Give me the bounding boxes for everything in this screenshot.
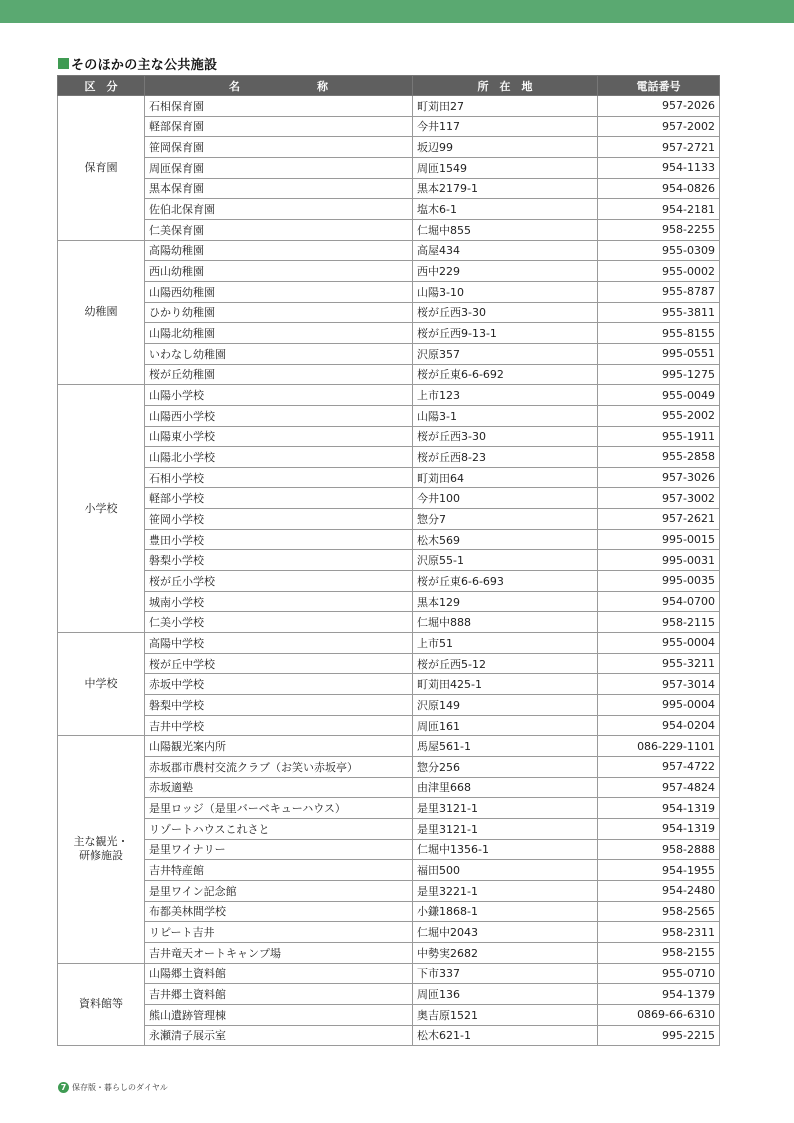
address-cell: 仁堀中1356-1 — [413, 839, 598, 860]
page-footer — [58, 1082, 168, 1093]
facility-name-cell: 磐梨小学校 — [145, 550, 413, 571]
address-cell: 福田500 — [413, 860, 598, 881]
phone-cell: 958-2565 — [598, 901, 720, 922]
phone-cell: 954-1379 — [598, 984, 720, 1005]
phone-cell: 954-0204 — [598, 715, 720, 736]
table-row — [58, 571, 720, 592]
facility-name-cell: 永瀬清子展示室 — [145, 1025, 413, 1046]
table-row — [58, 818, 720, 839]
address-cell: 仁堀中855 — [413, 219, 598, 240]
section-heading — [58, 55, 217, 71]
header-name: 名 称 — [145, 76, 413, 96]
address-cell: 惣分256 — [413, 757, 598, 778]
table-row — [58, 798, 720, 819]
address-cell: 沢原55-1 — [413, 550, 598, 571]
table-row — [58, 591, 720, 612]
address-cell: 周匝1549 — [413, 157, 598, 178]
address-cell: 惣分7 — [413, 509, 598, 530]
table-row — [58, 1004, 720, 1025]
facility-name-cell: 笹岡小学校 — [145, 509, 413, 530]
table-row — [58, 219, 720, 240]
table-row — [58, 922, 720, 943]
phone-cell: 957-3026 — [598, 467, 720, 488]
table-row — [58, 178, 720, 199]
address-cell: 是里3121-1 — [413, 818, 598, 839]
facility-name-cell: 仁美保育園 — [145, 219, 413, 240]
table-row — [58, 199, 720, 220]
facility-name-cell: 桜が丘幼稚園 — [145, 364, 413, 385]
table-row — [58, 901, 720, 922]
table-row — [58, 736, 720, 757]
address-cell: 下市337 — [413, 963, 598, 984]
header-phone: 電話番号 — [598, 76, 720, 96]
facility-name-cell: 周匝保育園 — [145, 157, 413, 178]
address-cell: 仁堀中888 — [413, 612, 598, 633]
address-cell: 町苅田425-1 — [413, 674, 598, 695]
facility-name-cell: 笹岡保育園 — [145, 137, 413, 158]
table-row — [58, 757, 720, 778]
facility-name-cell: 石相小学校 — [145, 467, 413, 488]
phone-cell: 995-1275 — [598, 364, 720, 385]
table-body — [58, 96, 720, 1046]
address-cell: 桜が丘西5-12 — [413, 653, 598, 674]
header-category: 区 分 — [58, 76, 145, 96]
phone-cell: 955-0004 — [598, 633, 720, 654]
address-cell: 今井117 — [413, 116, 598, 137]
phone-cell: 954-0826 — [598, 178, 720, 199]
phone-cell: 957-2621 — [598, 509, 720, 530]
facility-name-cell: 赤坂中学校 — [145, 674, 413, 695]
phone-cell: 957-2026 — [598, 96, 720, 117]
table-row — [58, 240, 720, 261]
facility-name-cell: 磐梨中学校 — [145, 695, 413, 716]
phone-cell: 955-2858 — [598, 447, 720, 468]
address-cell: 上市51 — [413, 633, 598, 654]
table-row — [58, 302, 720, 323]
header-address: 所 在 地 — [413, 76, 598, 96]
address-cell: 塩木6-1 — [413, 199, 598, 220]
facility-name-cell: 佐伯北保育園 — [145, 199, 413, 220]
facility-name-cell: リゾートハウスこれさと — [145, 818, 413, 839]
table-row — [58, 96, 720, 117]
phone-cell: 995-0015 — [598, 529, 720, 550]
address-cell: 西中229 — [413, 261, 598, 282]
address-cell: 沢原149 — [413, 695, 598, 716]
facility-name-cell: 仁美小学校 — [145, 612, 413, 633]
address-cell: 奥吉原1521 — [413, 1004, 598, 1025]
table-header-row — [58, 76, 720, 96]
facility-name-cell: 山陽西小学校 — [145, 405, 413, 426]
phone-cell: 957-2721 — [598, 137, 720, 158]
phone-cell: 955-2002 — [598, 405, 720, 426]
phone-cell: 955-1911 — [598, 426, 720, 447]
table-row — [58, 488, 720, 509]
phone-cell: 954-0700 — [598, 591, 720, 612]
table-row — [58, 385, 720, 406]
phone-cell: 954-1133 — [598, 157, 720, 178]
table-row — [58, 323, 720, 344]
address-cell: 沢原357 — [413, 343, 598, 364]
phone-cell: 954-1955 — [598, 860, 720, 881]
table-row — [58, 633, 720, 654]
phone-cell: 957-4824 — [598, 777, 720, 798]
phone-cell: 958-2888 — [598, 839, 720, 860]
category-cell: 幼稚園 — [58, 240, 145, 385]
address-cell: 由津里668 — [413, 777, 598, 798]
phone-cell: 954-2181 — [598, 199, 720, 220]
phone-cell: 955-0049 — [598, 385, 720, 406]
address-cell: 桜が丘西8-23 — [413, 447, 598, 468]
phone-cell: 086-229-1101 — [598, 736, 720, 757]
phone-cell: 995-2215 — [598, 1025, 720, 1046]
facilities-table — [57, 75, 720, 1046]
address-cell: 桜が丘西3-30 — [413, 302, 598, 323]
facility-name-cell: ひかり幼稚園 — [145, 302, 413, 323]
facility-name-cell: 吉井竜天オートキャンプ場 — [145, 942, 413, 963]
phone-cell: 995-0035 — [598, 571, 720, 592]
address-cell: 高屋434 — [413, 240, 598, 261]
address-cell: 小鎌1868-1 — [413, 901, 598, 922]
phone-cell: 958-2255 — [598, 219, 720, 240]
facility-name-cell: 高陽幼稚園 — [145, 240, 413, 261]
facility-name-cell: 桜が丘中学校 — [145, 653, 413, 674]
facility-name-cell: 高陽中学校 — [145, 633, 413, 654]
address-cell: 桜が丘西3-30 — [413, 426, 598, 447]
address-cell: 馬屋561-1 — [413, 736, 598, 757]
phone-cell: 0869-66-6310 — [598, 1004, 720, 1025]
facility-name-cell: 赤坂適塾 — [145, 777, 413, 798]
facility-name-cell: 西山幼稚園 — [145, 261, 413, 282]
table-row — [58, 550, 720, 571]
facility-name-cell: 是里ロッジ（是里バーベキューハウス） — [145, 798, 413, 819]
address-cell: 桜が丘東6-6-693 — [413, 571, 598, 592]
facility-name-cell: 是里ワイナリー — [145, 839, 413, 860]
table-row — [58, 695, 720, 716]
address-cell: 町苅田27 — [413, 96, 598, 117]
address-cell: 桜が丘西9-13-1 — [413, 323, 598, 344]
phone-cell: 955-0710 — [598, 963, 720, 984]
table-row — [58, 509, 720, 530]
phone-cell: 995-0004 — [598, 695, 720, 716]
phone-cell: 958-2311 — [598, 922, 720, 943]
table-row — [58, 447, 720, 468]
category-cell: 主な観光・ 研修施設 — [58, 736, 145, 963]
table-row — [58, 860, 720, 881]
phone-cell: 954-1319 — [598, 818, 720, 839]
table-row — [58, 157, 720, 178]
phone-cell: 955-8155 — [598, 323, 720, 344]
address-cell: 是里3221-1 — [413, 880, 598, 901]
table-row — [58, 261, 720, 282]
address-cell: 山陽3-1 — [413, 405, 598, 426]
phone-cell: 955-8787 — [598, 281, 720, 302]
facility-name-cell: 山陽観光案内所 — [145, 736, 413, 757]
phone-cell: 957-2002 — [598, 116, 720, 137]
facility-name-cell: 吉井郷土資料館 — [145, 984, 413, 1005]
page-number: 7 — [58, 1082, 69, 1093]
table-row — [58, 653, 720, 674]
facility-name-cell: 石相保育園 — [145, 96, 413, 117]
table-row — [58, 777, 720, 798]
facility-name-cell: 山陽小学校 — [145, 385, 413, 406]
table-row — [58, 612, 720, 633]
facility-name-cell: 赤坂郡市農村交流クラブ（お笑い赤坂亭） — [145, 757, 413, 778]
table-row — [58, 1025, 720, 1046]
phone-cell: 958-2115 — [598, 612, 720, 633]
phone-cell: 955-0002 — [598, 261, 720, 282]
table-row — [58, 963, 720, 984]
phone-cell: 958-2155 — [598, 942, 720, 963]
address-cell: 周匝136 — [413, 984, 598, 1005]
address-cell: 周匝161 — [413, 715, 598, 736]
facility-name-cell: 軽部小学校 — [145, 488, 413, 509]
phone-cell: 955-3811 — [598, 302, 720, 323]
footer-text: 保存版・暮らしのダイヤル — [72, 1083, 168, 1092]
table-row — [58, 281, 720, 302]
green-square-icon — [58, 58, 69, 69]
facility-name-cell: 軽部保育園 — [145, 116, 413, 137]
facility-name-cell: 是里ワイン記念館 — [145, 880, 413, 901]
facility-name-cell: 布都美林間学校 — [145, 901, 413, 922]
facility-name-cell: 桜が丘小学校 — [145, 571, 413, 592]
table-row — [58, 839, 720, 860]
facility-name-cell: 山陽北幼稚園 — [145, 323, 413, 344]
table-row — [58, 467, 720, 488]
facility-name-cell: いわなし幼稚園 — [145, 343, 413, 364]
table-row — [58, 137, 720, 158]
phone-cell: 957-4722 — [598, 757, 720, 778]
section-title: そのほかの主な公共施設 — [71, 57, 218, 73]
table-row — [58, 426, 720, 447]
table-row — [58, 674, 720, 695]
category-cell: 小学校 — [58, 385, 145, 633]
facility-name-cell: 山陽北小学校 — [145, 447, 413, 468]
top-green-bar — [0, 0, 794, 23]
table-row — [58, 715, 720, 736]
facility-name-cell: 山陽東小学校 — [145, 426, 413, 447]
table-row — [58, 880, 720, 901]
address-cell: 山陽3-10 — [413, 281, 598, 302]
address-cell: 桜が丘東6-6-692 — [413, 364, 598, 385]
address-cell: 松木569 — [413, 529, 598, 550]
address-cell: 黒本129 — [413, 591, 598, 612]
phone-cell: 957-3002 — [598, 488, 720, 509]
table-row — [58, 984, 720, 1005]
facility-name-cell: リピート吉井 — [145, 922, 413, 943]
table-row — [58, 364, 720, 385]
phone-cell: 955-3211 — [598, 653, 720, 674]
phone-cell: 955-0309 — [598, 240, 720, 261]
address-cell: 上市123 — [413, 385, 598, 406]
address-cell: 松木621-1 — [413, 1025, 598, 1046]
facility-name-cell: 黒本保育園 — [145, 178, 413, 199]
category-cell: 中学校 — [58, 633, 145, 736]
facility-name-cell: 山陽西幼稚園 — [145, 281, 413, 302]
phone-cell: 954-1319 — [598, 798, 720, 819]
table-row — [58, 529, 720, 550]
address-cell: 黒本2179-1 — [413, 178, 598, 199]
facility-name-cell: 山陽郷土資料館 — [145, 963, 413, 984]
address-cell: 中勢実2682 — [413, 942, 598, 963]
category-cell: 保育園 — [58, 96, 145, 241]
facility-name-cell: 熊山遺跡管理棟 — [145, 1004, 413, 1025]
facility-name-cell: 豊田小学校 — [145, 529, 413, 550]
category-cell: 資料館等 — [58, 963, 145, 1046]
address-cell: 今井100 — [413, 488, 598, 509]
table-row — [58, 343, 720, 364]
facility-name-cell: 城南小学校 — [145, 591, 413, 612]
address-cell: 仁堀中2043 — [413, 922, 598, 943]
address-cell: 町苅田64 — [413, 467, 598, 488]
phone-cell: 957-3014 — [598, 674, 720, 695]
table-row — [58, 116, 720, 137]
table-row — [58, 405, 720, 426]
facility-name-cell: 吉井特産館 — [145, 860, 413, 881]
phone-cell: 995-0031 — [598, 550, 720, 571]
phone-cell: 995-0551 — [598, 343, 720, 364]
address-cell: 坂辺99 — [413, 137, 598, 158]
table-row — [58, 942, 720, 963]
facility-name-cell: 吉井中学校 — [145, 715, 413, 736]
address-cell: 是里3121-1 — [413, 798, 598, 819]
phone-cell: 954-2480 — [598, 880, 720, 901]
